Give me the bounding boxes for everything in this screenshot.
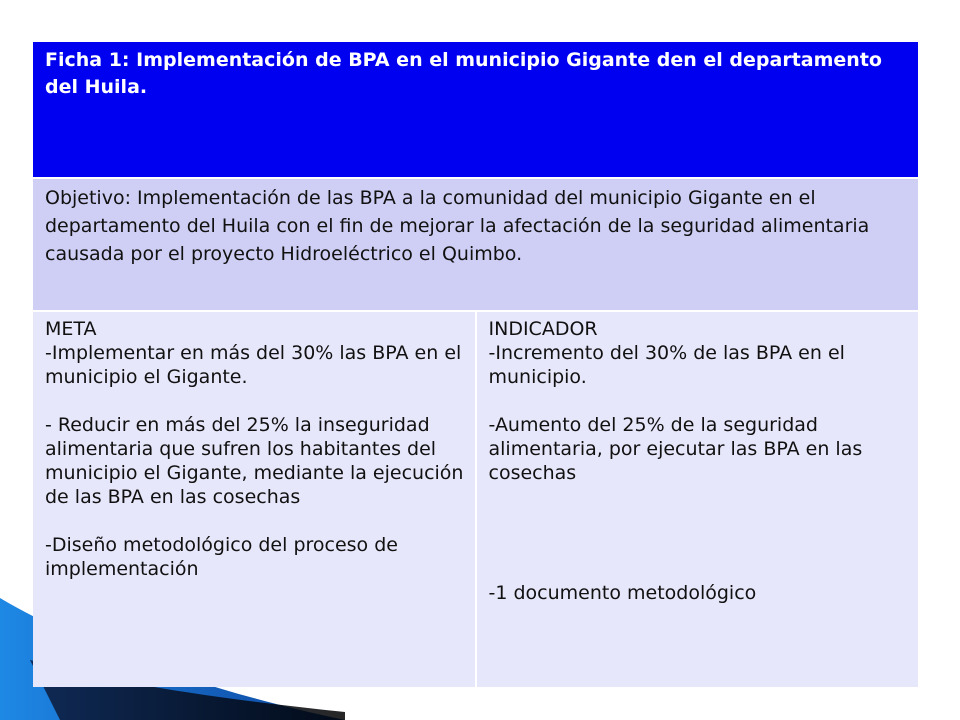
indicador-item: -Incremento del 30% de las BPA en el municipio. [488, 342, 845, 388]
indicador-header: INDICADOR [488, 318, 598, 340]
objective-cell [33, 178, 918, 311]
ficha-title: Ficha 1: Implementación de BPA en el municipio Gigante den el departamento del Huila. [45, 49, 882, 98]
meta-item: -Diseño metodológico del proceso de implementación [45, 534, 398, 580]
objective-label: Objetivo: [45, 187, 131, 209]
ficha-table [33, 42, 918, 687]
indicador-cell [476, 311, 919, 687]
meta-header: META [45, 318, 97, 340]
ficha-title-cell [33, 42, 918, 178]
indicador-item: -Aumento del 25% de la seguridad alimentaria, por ejecutar las BPA en las cosechas [488, 414, 863, 484]
meta-cell [33, 311, 476, 687]
objective-text: Implementación de las BPA a la comunidad del municipio Gigante en el departamento del Huila con el fin de mejorar la afectación de la seguridad alimentaria causada por el proyecto Hidroeléctrico el Quimbo. [45, 187, 870, 265]
meta-item: - Reducir en más del 25% la inseguridad alimentaria que sufren los habitantes del municipio el Gigante, mediante la ejecución de las BPA en las cosechas [45, 414, 464, 508]
indicador-item: -1 documento metodológico [488, 582, 757, 604]
meta-item: -Implementar en más del 30% las BPA en el municipio el Gigante. [45, 342, 462, 388]
